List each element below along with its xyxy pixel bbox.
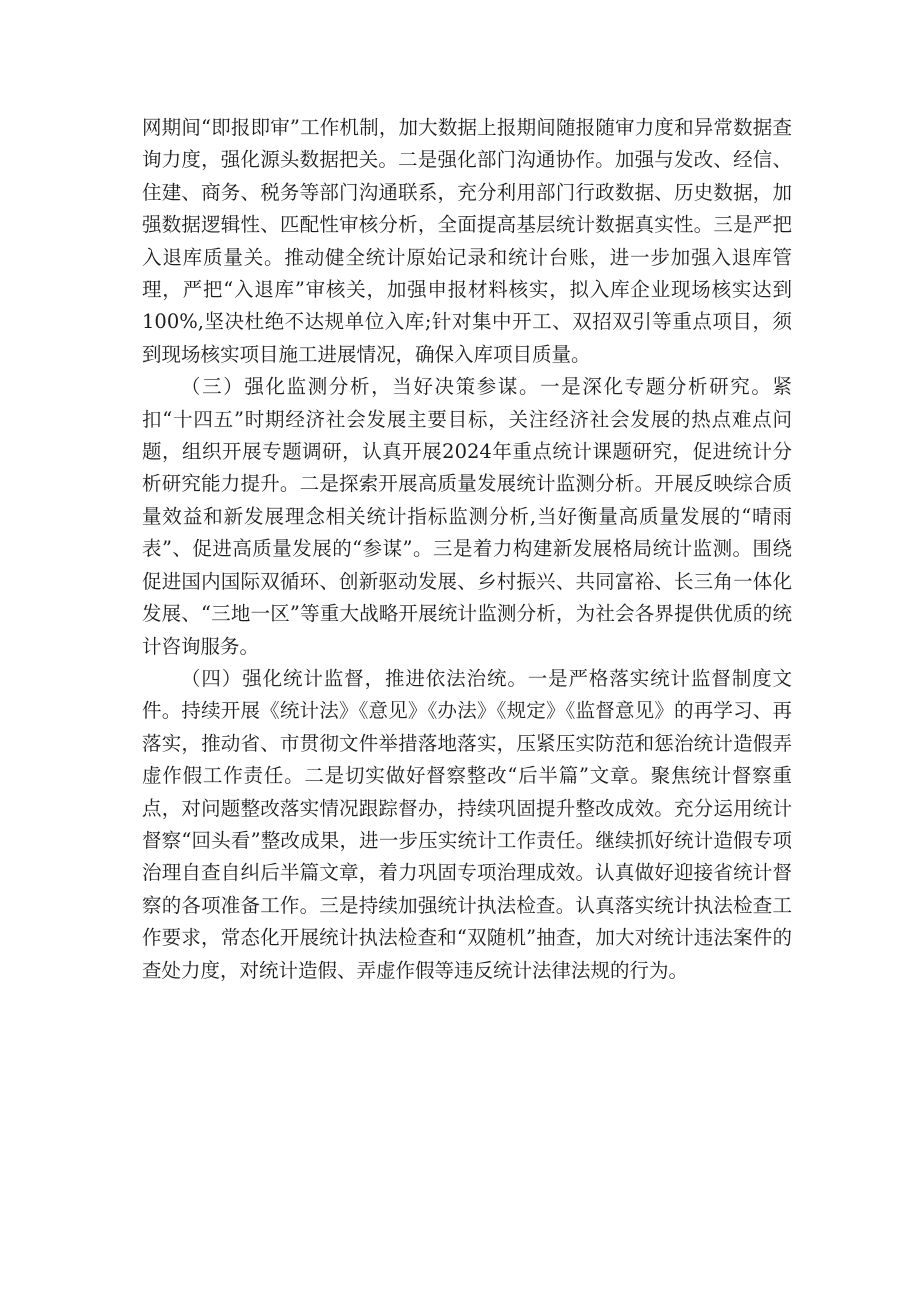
document-body	[142, 112, 792, 987]
paragraph-monitoring-analysis: （三）强化监测分析，当好决策参谋。一是深化专题分析研究。紧扣“十四五”时期经济社会发展主要目标，关注经济社会发展的热点难点问题，组织开展专题调研，认真开展2024年重点统计课题研究，促进统计分析研究能力提升。二是探索开展高质量发展统计监测分析。开展反映综合质量效益和新发展理念相关统计指标监测分析,当好衡量高质量发展的“晴雨表”、促进高质量发展的“参谋”。三是着力构建新发展格局统计监测。围绕促进国内国际双循环、创新驱动发展、乡村振兴、共同富裕、长三角一体化发展、“三地一区”等重大战略开展统计监测分析，为社会各界提供优质的统计咨询服务。	[142, 375, 792, 658]
paragraph-statistical-supervision: （四）强化统计监督，推进依法治统。一是严格落实统计监督制度文件。持续开展《统计法》《意见》《办法》《规定》《监督意见》的再学习、再落实，推动省、市贯彻文件举措落地落实，压紧压实防范和惩治统计造假弄虚作假工作责任。二是切实做好督察整改“后半篇”文章。聚焦统计督察重点，对问题整改落实情况跟踪督办，持续巩固提升整改成效。充分运用统计督察“回头看”整改成果，进一步压实统计工作责任。继续抓好统计造假专项治理自查自纠后半篇文章，着力巩固专项治理成效。认真做好迎接省统计督察的各项准备工作。三是持续加强统计执法检查。认真落实统计执法检查工作要求，常态化开展统计执法检查和“双随机”抽查，加大对统计违法案件的查处力度，对统计造假、弄虚作假等违反统计法律法规的行为。	[142, 666, 792, 982]
paragraph-continuation: 网期间“即报即审”工作机制，加大数据上报期间随报随审力度和异常数据查询力度，强化源头数据把关。二是强化部门沟通协作。加强与发改、经信、住建、商务、税务等部门沟通联系，充分利用部门行政数据、历史数据，加强数据逻辑性、匹配性审核分析，全面提高基层统计数据真实性。三是严把入退库质量关。推动健全统计原始记录和统计台账，进一步加强入退库管理，严把“入退库”审核关，加强申报材料核实，拟入库企业现场核实达到100%,坚决杜绝不达规单位入库;针对集中开工、双招双引等重点项目，须到现场核实项目施工进展情况，确保入库项目质量。	[142, 116, 792, 366]
